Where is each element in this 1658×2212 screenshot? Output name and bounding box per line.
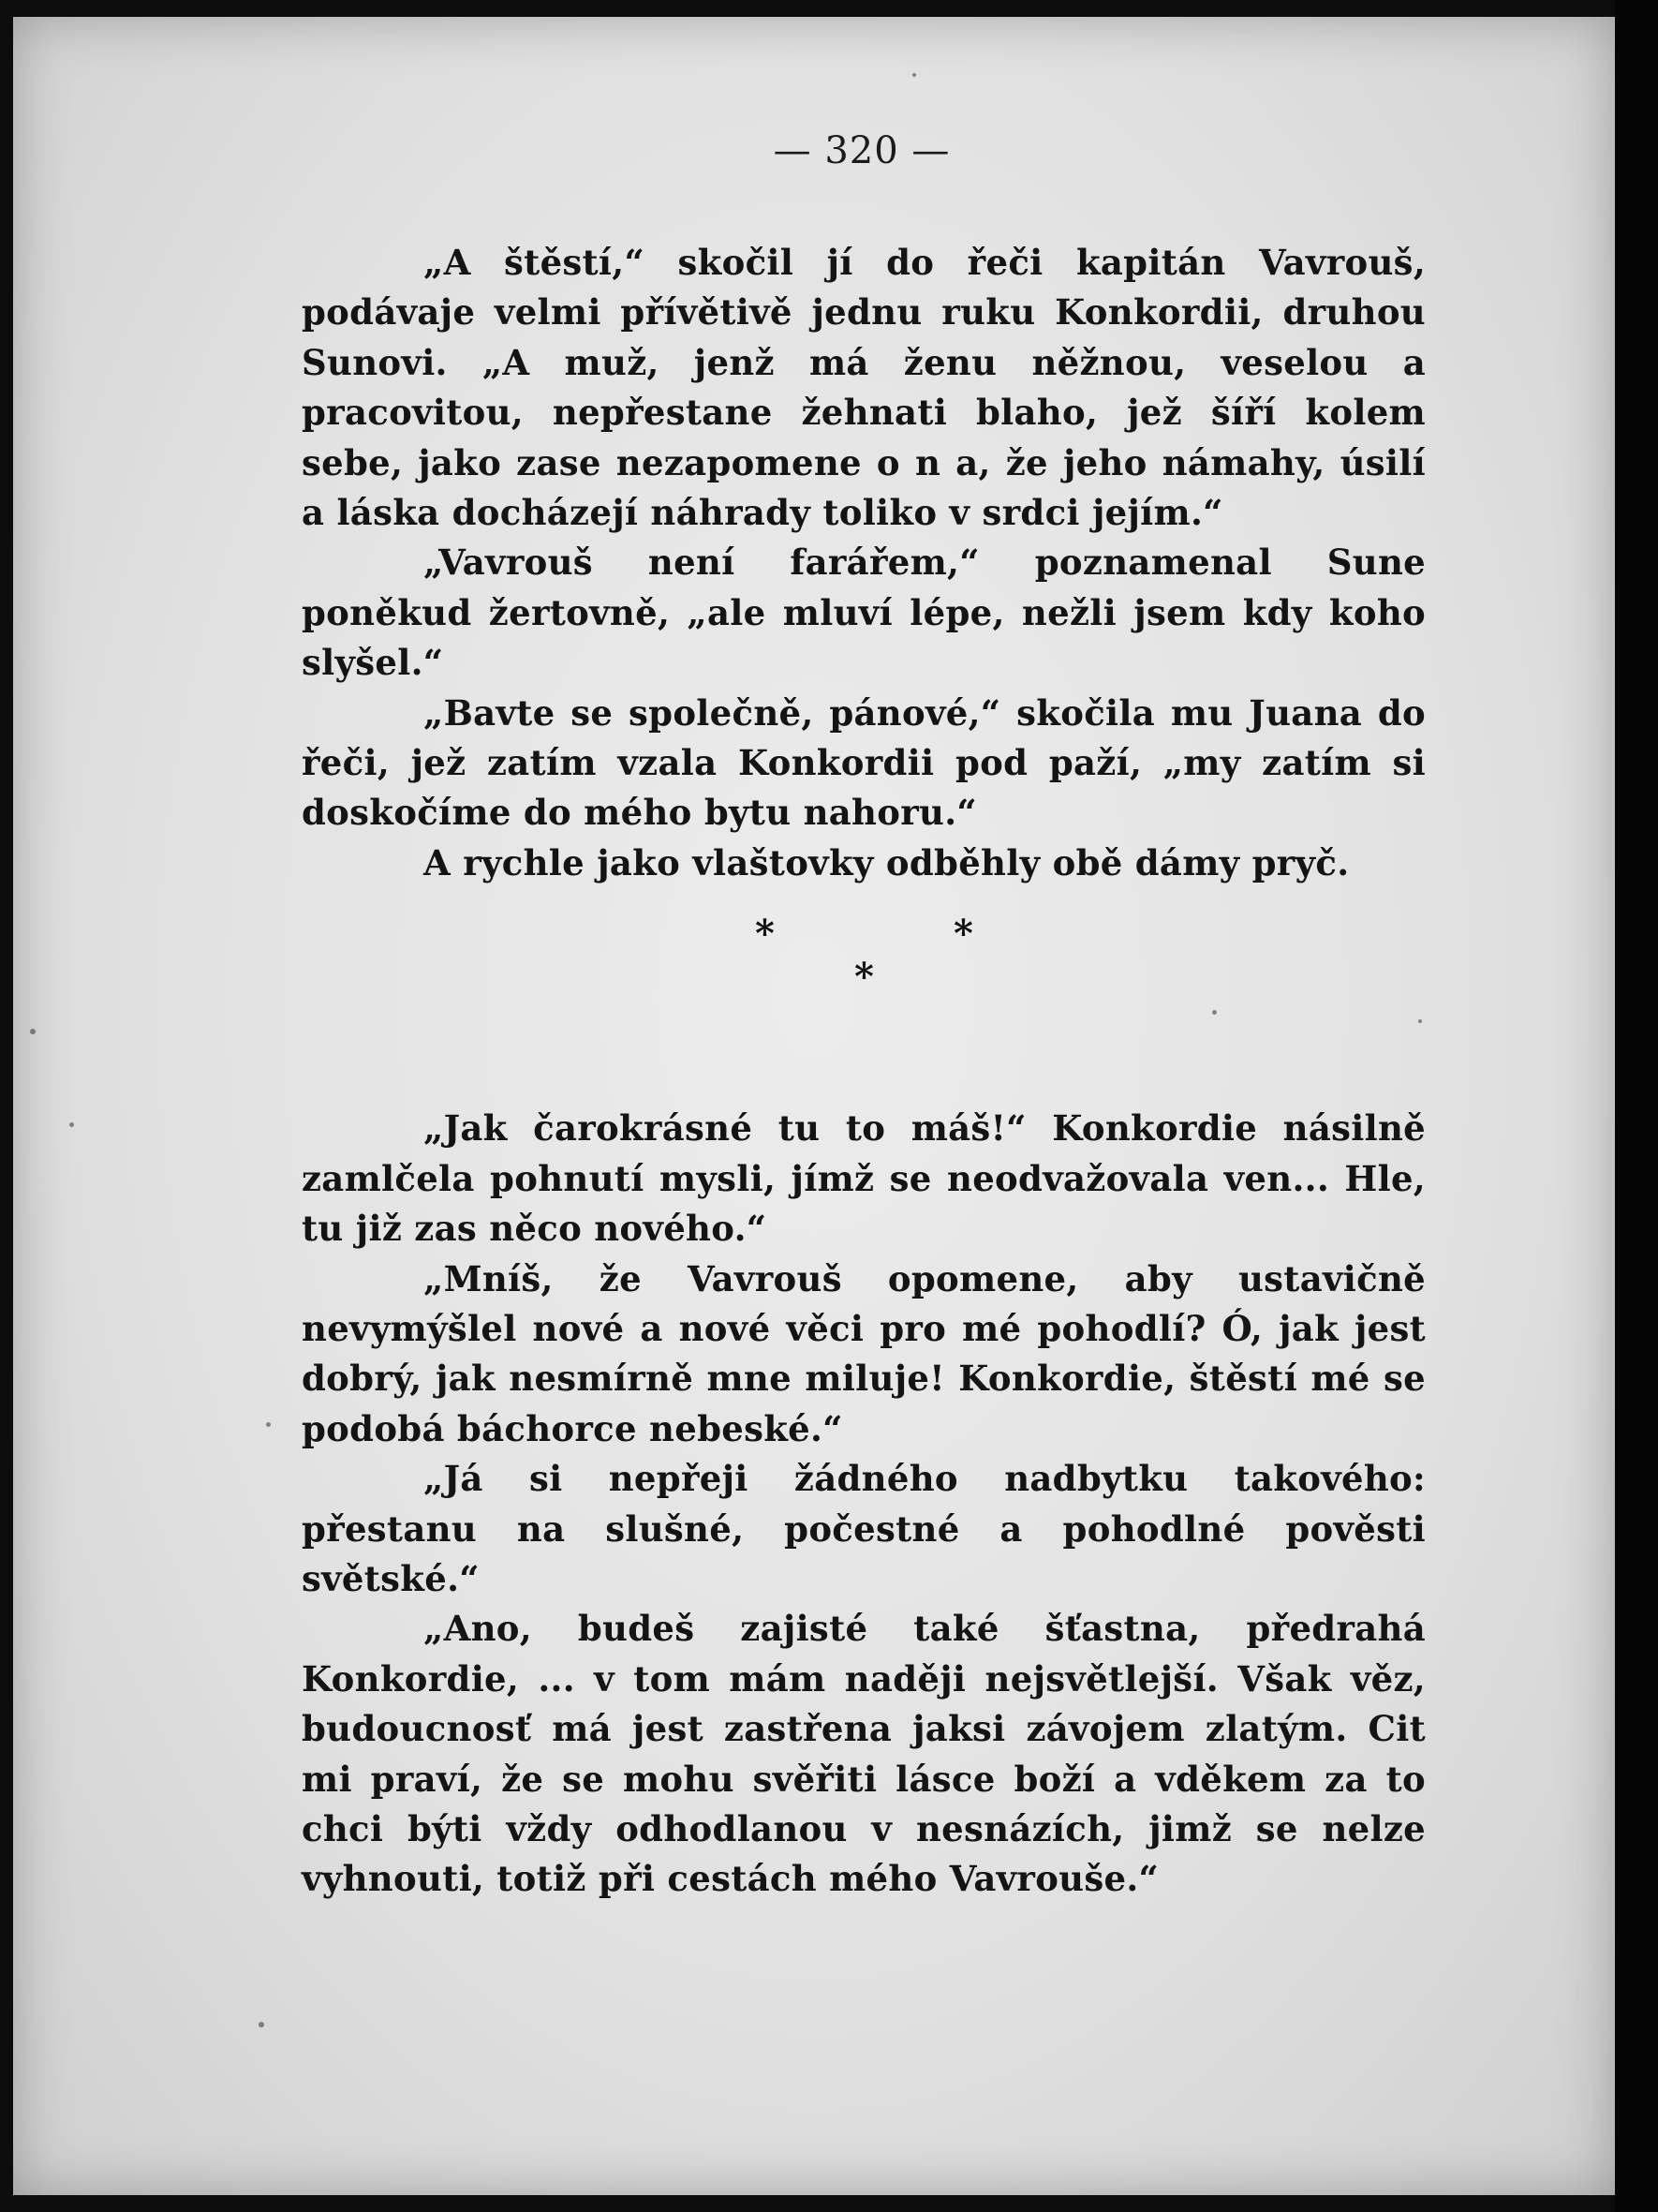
paper-speck xyxy=(30,1029,36,1034)
section-separator xyxy=(302,888,1426,1104)
paper-speck xyxy=(69,1122,74,1127)
paragraph: „Bavte se společně, pánové,“ skočila mu Juana do řeči, jež zatím vzala Konkordii pod paží, „my zatím si doskočíme do mého bytu nahoru.“ xyxy=(302,691,1426,834)
body-text xyxy=(302,238,1426,1905)
paragraph: „Já si nepřeji žádného nadbytku takového: přestanu na slušné, počestné a pohodlné pověsti světské.“ xyxy=(302,1458,1426,1599)
paper-speck xyxy=(259,2022,264,2027)
paragraph: „Jak čarokrásné tu to máš!“ Konkordie násilně zamlčela pohnutí mysli, jímž se neodvažovala ven... Hle, tu již zas něco nového.“ xyxy=(302,1107,1426,1250)
scan-right-edge xyxy=(1615,0,1658,2212)
separator-star: * xyxy=(954,912,974,957)
paper-speck xyxy=(912,73,916,77)
paragraph: A rychle jako vlaštovky odběhly obě dámy pryč. xyxy=(423,841,1350,883)
paragraph: „Mníš, že Vavrouš opomene, aby ustavičně nevymýšlel nové a nové věci pro mé pohodlí? Ó, jak jest dobrý, jak nesmírně mne miluje! Konkordie, štěstí mé se podobá báchorce nebeské.“ xyxy=(302,1257,1426,1449)
paper-speck xyxy=(266,1422,271,1427)
paragraph: „A štěstí,“ skočil jí do řeči kapitán Vavrouš, podávaje velmi přívětivě jednu ruku Konkordii, druhou Sunovi. „A muž, jenž má ženu něžnou, veselou a pracovitou, nepřestane žehnati blaho, jež šíří kolem sebe, jako zase nezapomene o n a, že jeho námahy, úsilí a láska docházejí náhrady toliko v srdci jejím.“ xyxy=(302,242,1426,534)
page-number: — 320 — xyxy=(773,129,951,172)
separator-star: * xyxy=(755,912,776,957)
paragraph: „Vavrouš není farářem,“ poznamenal Sune poněkud žertovně, „ale mluví lépe, nežli jsem kdy koho slyšel.“ xyxy=(302,542,1426,684)
paragraph: „Ano, budeš zajisté také šťastna, předrahá Konkordie, ... v tom mám naději nejsvětlejší. Však věz, budoucnosť má jest zastřena jaksi závojem zlatým. Cit mi praví, že se mohu svěřiti lásce boží a vděkem za to chci býti vždy odhodlanou v nesnázích, jimž se nelze vyhnouti, totiž při cestách mého Vavrouše.“ xyxy=(302,1608,1426,1900)
separator-star: * xyxy=(854,955,875,1000)
